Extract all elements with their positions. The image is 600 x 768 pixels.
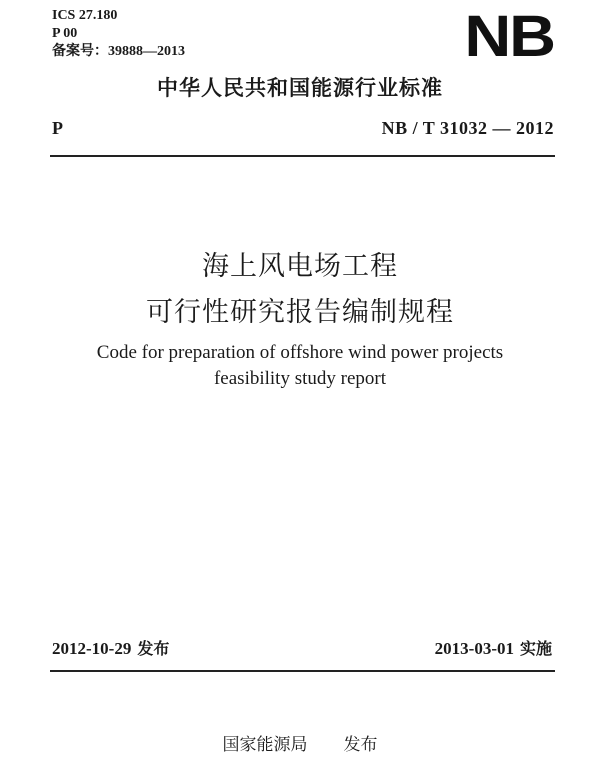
publisher-action: 发布 — [343, 735, 378, 755]
publisher-line — [0, 730, 600, 755]
title-en-line2: feasibility study report — [213, 368, 387, 389]
title-cn-line1: 海上风电场工程 — [202, 251, 398, 282]
ics-code: ICS 27.180 — [52, 8, 118, 23]
effective-date: 2013-03-01 — [434, 639, 514, 658]
issue-date: 2012-10-29 — [52, 639, 132, 658]
class-code: P 00 — [52, 26, 78, 41]
top-divider — [50, 155, 555, 157]
category-letter: P — [52, 118, 63, 138]
title-en-line1: Code for preparation of offshore wind power projects — [96, 342, 504, 363]
effective-label: 实施 — [519, 639, 552, 658]
issue-label: 发布 — [137, 639, 170, 658]
standard-type-heading: 中华人民共和国能源行业标准 — [157, 75, 443, 100]
nb-logo: NB — [464, 4, 554, 69]
issue-date-block — [52, 636, 169, 659]
record-number: 备案号：39888—2013 — [52, 44, 185, 59]
standard-code: NB / T 31032 — 2012 — [381, 118, 554, 138]
publisher-name: 国家能源局 — [222, 735, 308, 755]
effective-date-block — [435, 636, 552, 659]
bottom-divider — [50, 670, 555, 672]
title-cn-line2: 可行性研究报告编制规程 — [146, 297, 454, 328]
